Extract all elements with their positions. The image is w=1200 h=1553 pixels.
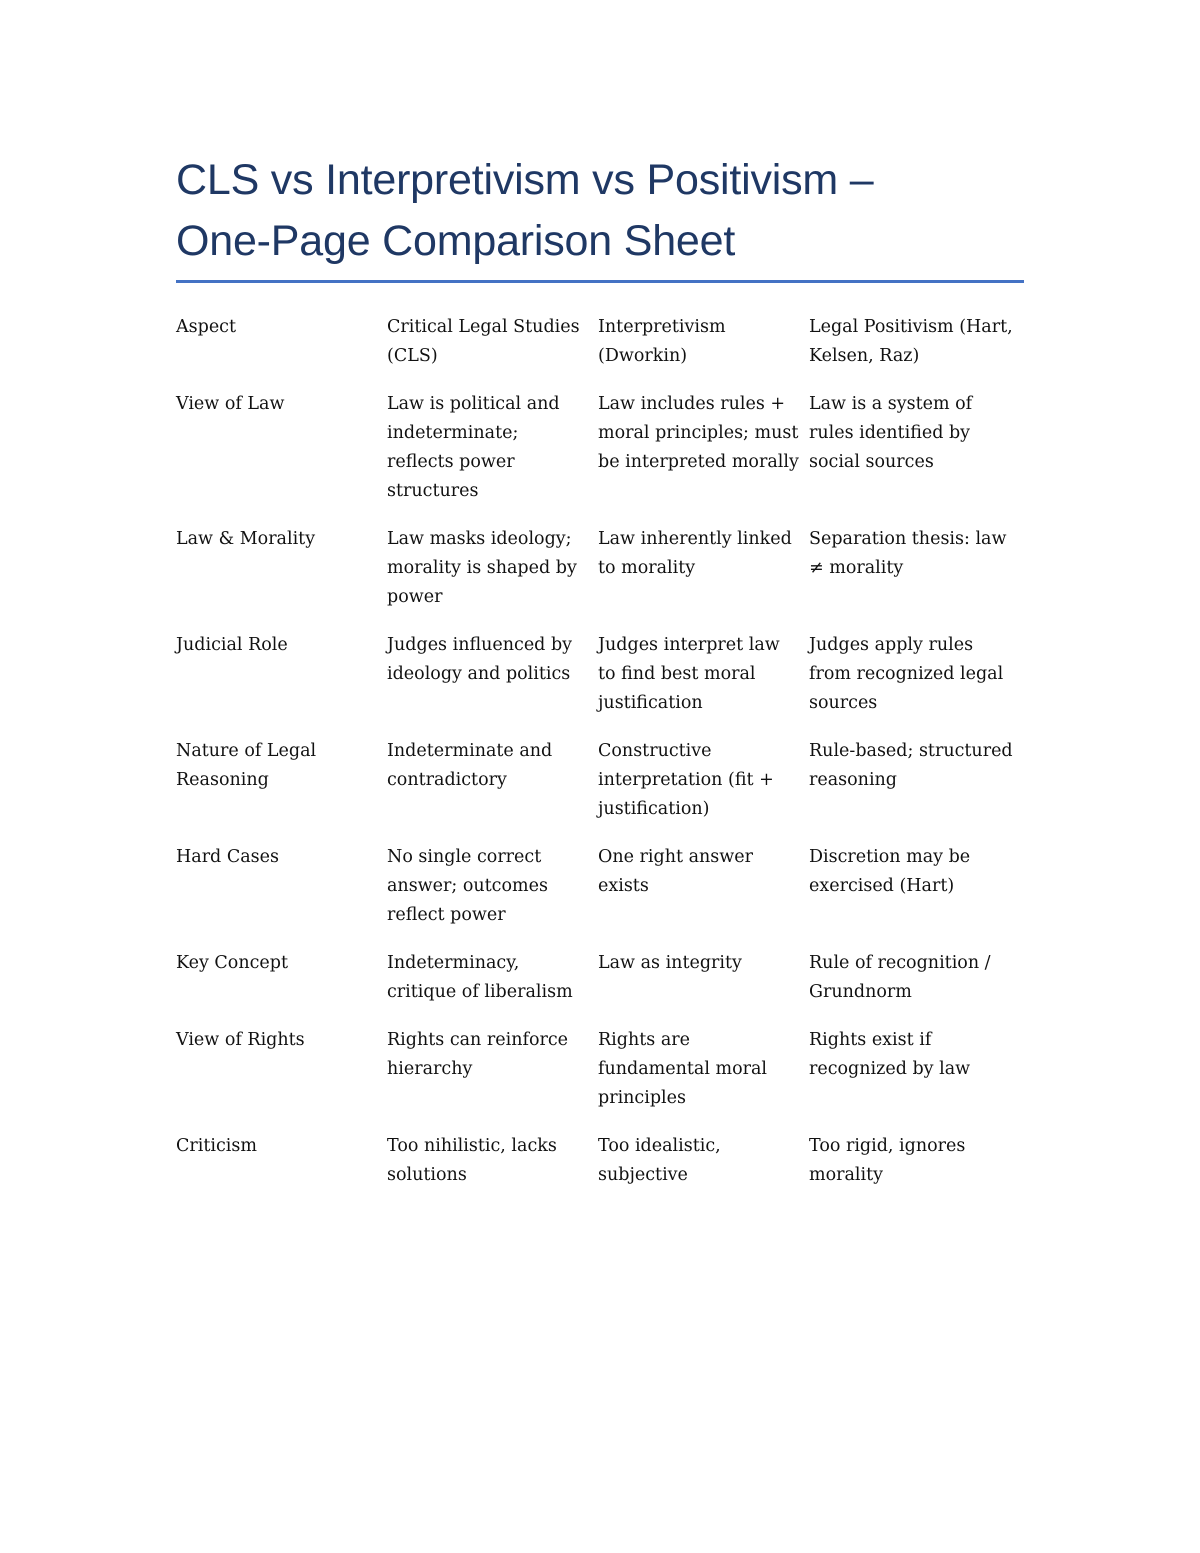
table-row [176, 390, 1024, 525]
table-header-row [176, 313, 1024, 390]
table-row [176, 631, 1024, 737]
table-row [176, 525, 1024, 631]
cls-cell: No single correct answer; outcomes reflect power [387, 847, 548, 925]
header-cell-cls: Critical Legal Studies (CLS) [387, 317, 580, 366]
header-cell-interpretivism: Interpretivism (Dworkin) [598, 317, 726, 366]
cls-cell: Indeterminacy, critique of liberalism [387, 953, 573, 1002]
row-label-cell: View of Rights [176, 1030, 305, 1050]
positivism-cell: Rights exist if recognized by law [809, 1030, 971, 1079]
title-line-2: One-Page Comparison Sheet [176, 217, 736, 265]
table-row [176, 843, 1024, 949]
comparison-table [176, 313, 1024, 1209]
row-label-cell: Criticism [176, 1136, 257, 1156]
positivism-cell: Law is a system of rules identified by social sources [809, 394, 973, 472]
interpretivism-cell: One right answer exists [598, 847, 753, 896]
table-row [176, 1026, 1024, 1132]
interpretivism-cell: Law as integrity [598, 953, 742, 973]
table-row [176, 949, 1024, 1026]
cls-cell: Judges influenced by ideology and politics [387, 635, 573, 684]
cls-cell: Law is political and indeterminate; reflects power structures [387, 394, 560, 501]
cls-cell: Indeterminate and contradictory [387, 741, 553, 790]
header-cell-positivism: Legal Positivism (Hart, Kelsen, Raz) [809, 317, 1013, 366]
positivism-cell: Rule-based; structured reasoning [809, 741, 1013, 790]
table-row [176, 737, 1024, 843]
positivism-cell: Rule of recognition / Grundnorm [809, 953, 991, 1002]
interpretivism-cell: Constructive interpretation (fit + justification) [598, 741, 774, 819]
row-label-cell: Nature of Legal Reasoning [176, 741, 317, 790]
positivism-cell: Discretion may be exercised (Hart) [809, 847, 971, 896]
table-row [176, 1132, 1024, 1209]
header-cell-aspect: Aspect [176, 317, 237, 337]
cls-cell: Rights can reinforce hierarchy [387, 1030, 569, 1079]
interpretivism-cell: Law inherently linked to morality [598, 529, 792, 578]
title-line-1: CLS vs Interpretivism vs Positivism – [176, 156, 874, 204]
document-page [176, 150, 1024, 1209]
interpretivism-cell: Judges interpret law to find best moral justification [598, 635, 780, 713]
positivism-cell: Separation thesis: law ≠ morality [809, 529, 1007, 578]
interpretivism-cell: Too idealistic, subjective [598, 1136, 721, 1185]
positivism-cell: Too rigid, ignores morality [809, 1136, 966, 1185]
title-underline [176, 280, 1024, 283]
row-label-cell: Key Concept [176, 953, 288, 973]
interpretivism-cell: Law includes rules + moral principles; must be interpreted morally [598, 394, 799, 472]
row-label-cell: Judicial Role [176, 635, 288, 655]
cls-cell: Too nihilistic, lacks solutions [387, 1136, 557, 1185]
row-label-cell: Hard Cases [176, 847, 279, 867]
positivism-cell: Judges apply rules from recognized legal sources [809, 635, 1004, 713]
cls-cell: Law masks ideology; morality is shaped by power [387, 529, 577, 607]
interpretivism-cell: Rights are fundamental moral principles [598, 1030, 768, 1108]
row-label-cell: View of Law [176, 394, 285, 414]
row-label-cell: Law & Morality [176, 529, 316, 549]
page-title [176, 150, 1024, 272]
